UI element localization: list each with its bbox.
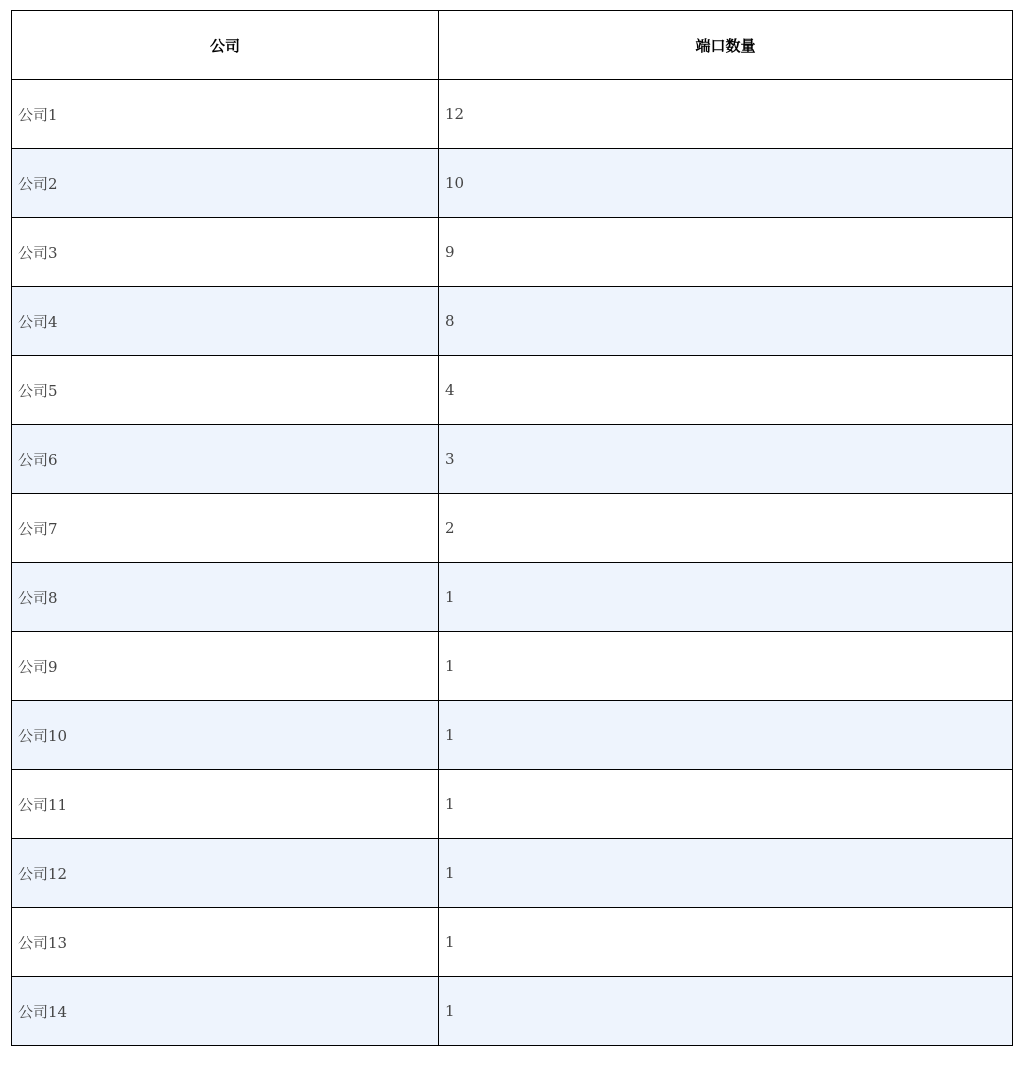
company-cell: 公司13 <box>12 908 439 977</box>
table-row <box>12 80 1013 149</box>
table-row <box>12 218 1013 287</box>
company-cell: 公司8 <box>12 563 439 632</box>
company-cell: 公司10 <box>12 701 439 770</box>
company-cell: 公司3 <box>12 218 439 287</box>
company-cell: 公司11 <box>12 770 439 839</box>
port-count-table <box>11 10 1013 1046</box>
port-count-cell: 1 <box>439 908 1013 977</box>
table-row <box>12 977 1013 1046</box>
port-count-cell: 1 <box>439 839 1013 908</box>
port-count-cell: 1 <box>439 770 1013 839</box>
table-row <box>12 632 1013 701</box>
table-row <box>12 425 1013 494</box>
company-cell: 公司12 <box>12 839 439 908</box>
table-row <box>12 770 1013 839</box>
port-count-cell: 3 <box>439 425 1013 494</box>
table-row <box>12 494 1013 563</box>
table-row <box>12 839 1013 908</box>
port-count-cell: 1 <box>439 977 1013 1046</box>
table-body <box>12 80 1013 1046</box>
company-cell: 公司2 <box>12 149 439 218</box>
table-row <box>12 149 1013 218</box>
company-cell: 公司7 <box>12 494 439 563</box>
port-count-cell: 2 <box>439 494 1013 563</box>
table-row <box>12 563 1013 632</box>
table-row <box>12 701 1013 770</box>
company-cell: 公司6 <box>12 425 439 494</box>
port-count-cell: 1 <box>439 563 1013 632</box>
header-row <box>12 11 1013 80</box>
port-count-cell: 8 <box>439 287 1013 356</box>
company-cell: 公司9 <box>12 632 439 701</box>
table-row <box>12 287 1013 356</box>
table-header <box>12 11 1013 80</box>
table-row <box>12 908 1013 977</box>
column-header-port-count: 端口数量 <box>439 11 1013 80</box>
port-count-cell: 4 <box>439 356 1013 425</box>
company-cell: 公司1 <box>12 80 439 149</box>
port-count-cell: 9 <box>439 218 1013 287</box>
company-cell: 公司14 <box>12 977 439 1046</box>
port-count-cell: 1 <box>439 701 1013 770</box>
port-count-cell: 10 <box>439 149 1013 218</box>
column-header-company: 公司 <box>12 11 439 80</box>
port-count-cell: 12 <box>439 80 1013 149</box>
table-row <box>12 356 1013 425</box>
port-count-cell: 1 <box>439 632 1013 701</box>
company-cell: 公司4 <box>12 287 439 356</box>
company-cell: 公司5 <box>12 356 439 425</box>
